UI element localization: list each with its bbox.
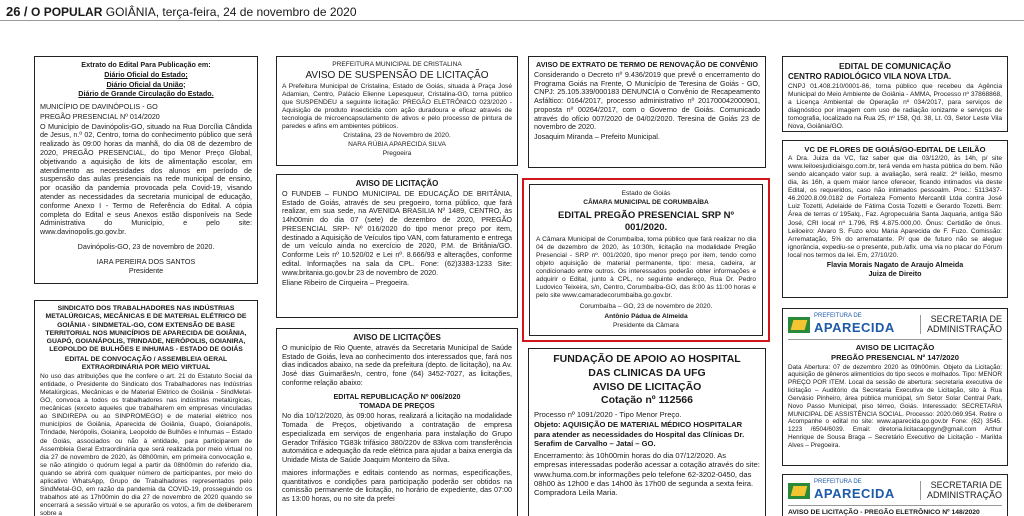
aparecida-flag-icon — [788, 317, 810, 333]
teresina-notice: AVISO DE EXTRATO DE TERMO DE RENOVAÇÃO DE CONVÊNIO Considerando o Decreto nº 9.436/2019 que prevê o encerramento do Programa Goiás na Frente, O Município de Teresina de Goiás - GO, CNPJ: 25.105.339/000183 DENUNCIA o Convênio de Recapeamento Asfáltico: 0164/2017, processo administrativo nº 201700042000901, proposta nº 00264/2017, com o Governo de Goiás. Comunicado através do ofício 007/2020 de 04/02/2020. Teresina de Goiás 23 de novembro de 2020. Josaquim Miranda – Prefeito Municipal. — [528, 56, 766, 168]
cristalina-notice: PREFEITURA MUNICIPAL DE CRISTALINA AVISO DE SUSPENSÃO DE LICITAÇÃO A Prefeitura Municipal de Cristalina, Estado de Goiás, situada à Praça José Adamian, Centro, Palácio Elienne Lepesqueur, Cristalina-GO, torna público que SUSPENDEU a seguinte licitação: PREGÃO ELETRÔNICO 023/2020 - Aquisição de produto insecticida com ação duradoura e eficaz através de tecnologia de microencapsulamento de ativos e pelo processo de pintura de paredes e afins em ambientes públicos. Cristalina, 23 de Novembro de 2020. NARA RÚBIA APARECIDA SILVA Pregoeira — [276, 56, 518, 166]
notice-title: Extrato do Edital Para Publicação em: — [81, 60, 211, 69]
fundacao-hc-notice: FUNDAÇÃO DE APOIO AO HOSPITAL DAS CLINICAS DA UFG AVISO DE LICITAÇÃO Cotação nº 112566 Processo nº 1091/2020 - Tipo Menor Preço. Objeto: AQUISIÇÃO DE MATERIAL MÉDICO HOSPITALAR para atender as necessidades do Hospital das Clínicas Dr. Serafim de Carvalho – Jataí – GO. Encerramento: às 10h00min horas do dia 07/12/2020. As empresas interessadas poderão acessar a cotação através do site: www.huma.com.br informações pelo telefone 62-3202-0450, das 08h00 às 12h00 e das 14h00 às 17h00 de segunda a sexta feira. Compradora Leila Maria. — [528, 348, 766, 516]
davinopolis-notice: Extrato do Edital Para Publicação em: Diário Oficial do Estado; Diário Oficial da União; Diário de Grande Circulação do Estado. MUNICÍPIO DE DAVINÓPOLIS - GO PREGÃO PRESENCIAL Nº 014/2020 O Município de Davinópolis-GO, situado na Rua Dorcília Cândida de Jesus, n.º 02, Centro, torna do conhecimento público que será realizado às 09:00 horas da manhã, do dia 08 de dezembro de 2020, PREGÃO PRESENCIAL, do tipo Menor Preço Global, objetivando a aquisição de kits de alimentação escolar, em atendimento as necessidades dos alunos em período de suspensão das aulas presenciais na rede municipal de ensino, por ocasião da pandemia provocada pela Covid-19, visando atender as necessidades da secretaria municipal de educação, conforme Anexo I - Termo de Referência do Edital. A cópia completa do Edital e seus Anexos estão disponíveis na Sede Administrativa do Município, e pelo site: www.davinopolis.go.gov.br. Davinópolis-GO, 23 de novembro de 2020. IARA PEREIRA DOS SANTOS Presidente — [34, 56, 258, 284]
page-header: 26 / O POPULAR GOIÂNIA, terça-feira, 24 de novembro de 2020 — [6, 4, 357, 19]
dateline: GOIÂNIA, terça-feira, 24 de novembro de 2020 — [105, 5, 357, 19]
sindmetal-notice: SINDICATO DOS TRABALHADORES NAS INDÚSTRIAS METALÚRGICAS, MECÂNICAS E DE MATERIAL ELÉTRICO DE GOIÂNIA - SINDMETAL-GO, COM EXTENSÃO DE BASE TERRITORIAL NOS MUNICÍPIOS DE APARECIDA DE GOIÂNIA, GUAPÓ, GOIANÁPOLIS, TRINDADE, NERÓPOLIS, GOIANIRA, LEOPOLDO DE BULHÕES E INHUMAS - ESTADO DE GOIÁS EDITAL DE CONVOCAÇÃO / ASSEMBLEIA GERAL EXTRAORDINÁRIA POR MEIO VIRTUAL No uso das atribuições que lhe confere o art. 21 do Estatuto Social da entidade, o Presidente do Sindicato dos Trabalhadores nas Indústrias Metalúrgicas, Mecânicas e de Material Elétrico de Goiânia - SindMetal-GO, convoca a todos os trabalhadores nas indústrias metalúrgicas, mecânicas (exceto aqueles que trabalharem em empresas vinculadas ao SINDIREPA ou ao SINPROMEGO) e de material elétrico nos municípios de Goiânia, Aparecida de Goiânia, Guapó, Goianápolis, Trindade, Nerópolis, Goianira, Leopoldo de Bulhões e Inhumas – Estado de Goiás, associados ou não à entidade, para participarem de Assembleia Geral Extraordinária que será realizada por meio virtual no dia 27 de novembro de 2020, às 08h00min, em primeira convocação e, se não atingido o quórum legal a partir da 08h00min do referido dia, quando se abrirá com qualquer número de participantes, por meio do aplicativo WhatsApp, Grupo de Trabalhadores representados pelo SindMetal-GO, em razão da pandemia da COVID-19, prosseguindo os trabalhos até as 17h00min do dia 27 de novembro de 2020 quando se encerrará a sessão virtual e se apurarão os votos, a fim de deliberarem sobre a — [34, 300, 258, 516]
aparecida-logo: PREFEITURA DE APARECIDA — [788, 313, 895, 336]
page-number: 26 — [6, 4, 21, 19]
aparecida-notice-148: PREFEITURA DE APARECIDA SECRETARIA DE ADMINISTRAÇÃO AVISO DE LICITAÇÃO - PREGÃO ELETRÔNICO Nº 148/2020 — [782, 474, 1008, 516]
publication-name: O POPULAR — [31, 5, 103, 19]
aparecida-logo-row: PREFEITURA DE APARECIDA SECRETARIA DE ADMINISTRAÇÃO — [788, 313, 1002, 340]
rio-quente-notice: AVISO DE LICITAÇÕES O município de Rio Quente, através da Secretaria Municipal de Saúde Estado de Goiás, leva ao conhecimento dos interessados que, fará nos dias indicados abaixo, na sede da prefeitura (depto. de licitação), na Av. José dias Guimarães/n, centro, fone (64) 3452-7027, as licitações, conforme relação abaixo: EDITAL REPUBLICAÇÃO Nº 006/2020 TOMADA DE PREÇOS No dia 10/12/2020, às 09:00 horas, realizará a licitação na modalidade Tomada de Preços, objetivando a contratação de empresa especializada em serviços de engenharia para instalação do Grupo Gerador Trifásico TG83k trifásico 380/220v de 83kva com transferência automática e adequação da rede elétrica para ajudar a baixa energia da Unidade Mista de Saúde Joaquim Monteiro da Silva. maiores informações e editais contendo as normas, especificações, quantitativos e condições para participação poderão ser obtidos na comissão permanente de licitação, no horário de expediente, das 07:00 as 13:00 horas, ou no site da prefei — [276, 328, 518, 516]
flores-de-goias-notice: VC DE FLORES DE GOIÁS/GO-EDITAL DE LEILÃO A Dra. Juiza da VC, faz saber que dia 03/12/20, às 14h, p/ site www.leiloesjudiciaisgo.com.br, terá venda em hasta pública do bem. Não sendo alcançado valor sup. a avaliação, será realiz. 2º leilão, mesmo dia, às 16h, a quem maior lance oferecer, ficando intimados via deste Edital, os requeridos, caso não intimados pessoalm. Proc.: 5113437-46.2020.8.09.0182 de Fortaleza Fomento Mercantil Ltda contra José Luiz Tozetti, Adelaide de Fátima Costa Tozetti e Gerardo Tozetti. Bem: Área de terras c/ 195alq., Faz. Agropecuária Santa Jaquaria, antiga São José, CRI local nº 1.796, R$ 4.875.000,00. Ônus: Certidão de ônus. Leiloeiro: Alvaro S. Fuzo e/ou Maria Aparecida de F. Fuzo. Comissão: Arrematação, 5% do arrematante. P/ que de futuro não se alegue ignorância, expediu-se o presente, pub./afix. uma via no placar do Fórum local nos termos da lei. Em, 27/10/20. Flavia Morais Nagato de Araujo Almeida Juiza de Direito — [782, 140, 1008, 298]
corumbaiba-highlighted-notice: Estado de Goiás CÂMARA MUNICIPAL DE CORUMBAÍBA EDITAL PREGÃO PRESENCIAL SRP Nº 001/2020. A Câmara Municipal de Corumbaíba, torna público que fará realizar no dia 04 de dezembro de 2020, às 10:30h, licitação na modalidade Pregão Presencial - SRP nº. 001/2020, tipo menor preço por item, tendo como objeto aquisição de material permanente, tipo: mesa, cadeira, ar condicionado entre outros. Os interessados poderão obter informações e adquirir o Edital, junto à CPL, no seguinte endereço, Rua Dr. Pedro Ludovico Teixeira, s/n, Centro, Corumbaíba-GO, das 8:00 às 11:00 horas e pelo site www.camaradecorumbaiba.go.gov.br. Corumbaíba – GO, 23 de novembro de 2020. Antônio Pádua de Almeida Presidente da Câmara — [522, 178, 770, 342]
aparecida-flag-icon — [788, 483, 810, 499]
header-rule — [0, 20, 1024, 21]
centro-radiologico-notice: EDITAL DE COMUNICAÇÃO CENTRO RADIOLÓGICO VILA NOVA LTDA. CNPJ 01.408.210/0001-86, torna público que recebeu da Agência Municipal do Meio Ambiente de Goiânia - AMMA, Processo nº 37868868, a Licença Ambiental de Operação nº 034/2017, para serviços de diagnóstico por imagem com uso de radiação ionizante e serviços de tomografia, localizado na Rua 25, nº 158, Qd. 38, Lt. 03, Setor Leste Vila Nova, Goiânia/GO. — [782, 56, 1008, 132]
aparecida-notice-147: PREFEITURA DE APARECIDA SECRETARIA DE ADMINISTRAÇÃO AVISO DE LICITAÇÃO PREGÃO PRESENCIAL Nº 147/2020 Data Abertura: 07 de dezembro 2020 às 09h00min. Objeto da Licitação: aquisição de gêneros alimentícios do tipo secos e molhados. Tipo: MENOR PREÇO POR ITEM. Local da sessão de abertura: secretaria executiva de licitação – Auditório da Secretaria Executiva de Licitação, sito à Rua Gervásio Pinheiro, área pública municipal, s/n Setor Solar Central Park, Novo Passo Municipal, piso térreo, Goiás. Interessado: SECRETARIA MUNICIPAL DE ASSISTÊNCIA SOCIAL. Processo: 2020.069.954. Retire o Acompanhe o edital no site: www.aparecida.go.gov.br Fone: (62) 3545. 1223 /6504/6039. Email: diretoria.licitacaopgyn@gmail.com Arthur Henrique de Sousa Braga – Secretário Executivo de Licitação - Marilda Alves – Pregoeira. — [782, 308, 1008, 466]
britania-notice: AVISO DE LICITAÇÃO O FUNDEB – FUNDO MUNICIPAL DE EDUCAÇÃO DE BRITÂNIA, Estado de Goiás, através de seu pregoeiro, torna público, que fará realizar, em sua sede, na AVENIDA BRASILIA Nº 1489, CENTRO, às 14h00min do dia 07 (sete) de dezembro de 2020, PREGÃO PRESENCIAL SRP- Nº 016/2020 do tipo menor preço por item, destinado a Aquisição de Veículos tipo VAN, com faturamento e entrega de um veículo ainda no exercício de 2020, P.M. de Britânia/GO. Conforme Leis nº 10.520/02 e Lei nº. 8.666/93 e alterações, conforme edital. Informações na sala da CPL. Fone: (62)3383-1233 Site: www.britania.go.gov.br 23 de novembro de 2020. Eliane Ribeiro de Cirqueira – Pregoeira. — [276, 174, 518, 318]
